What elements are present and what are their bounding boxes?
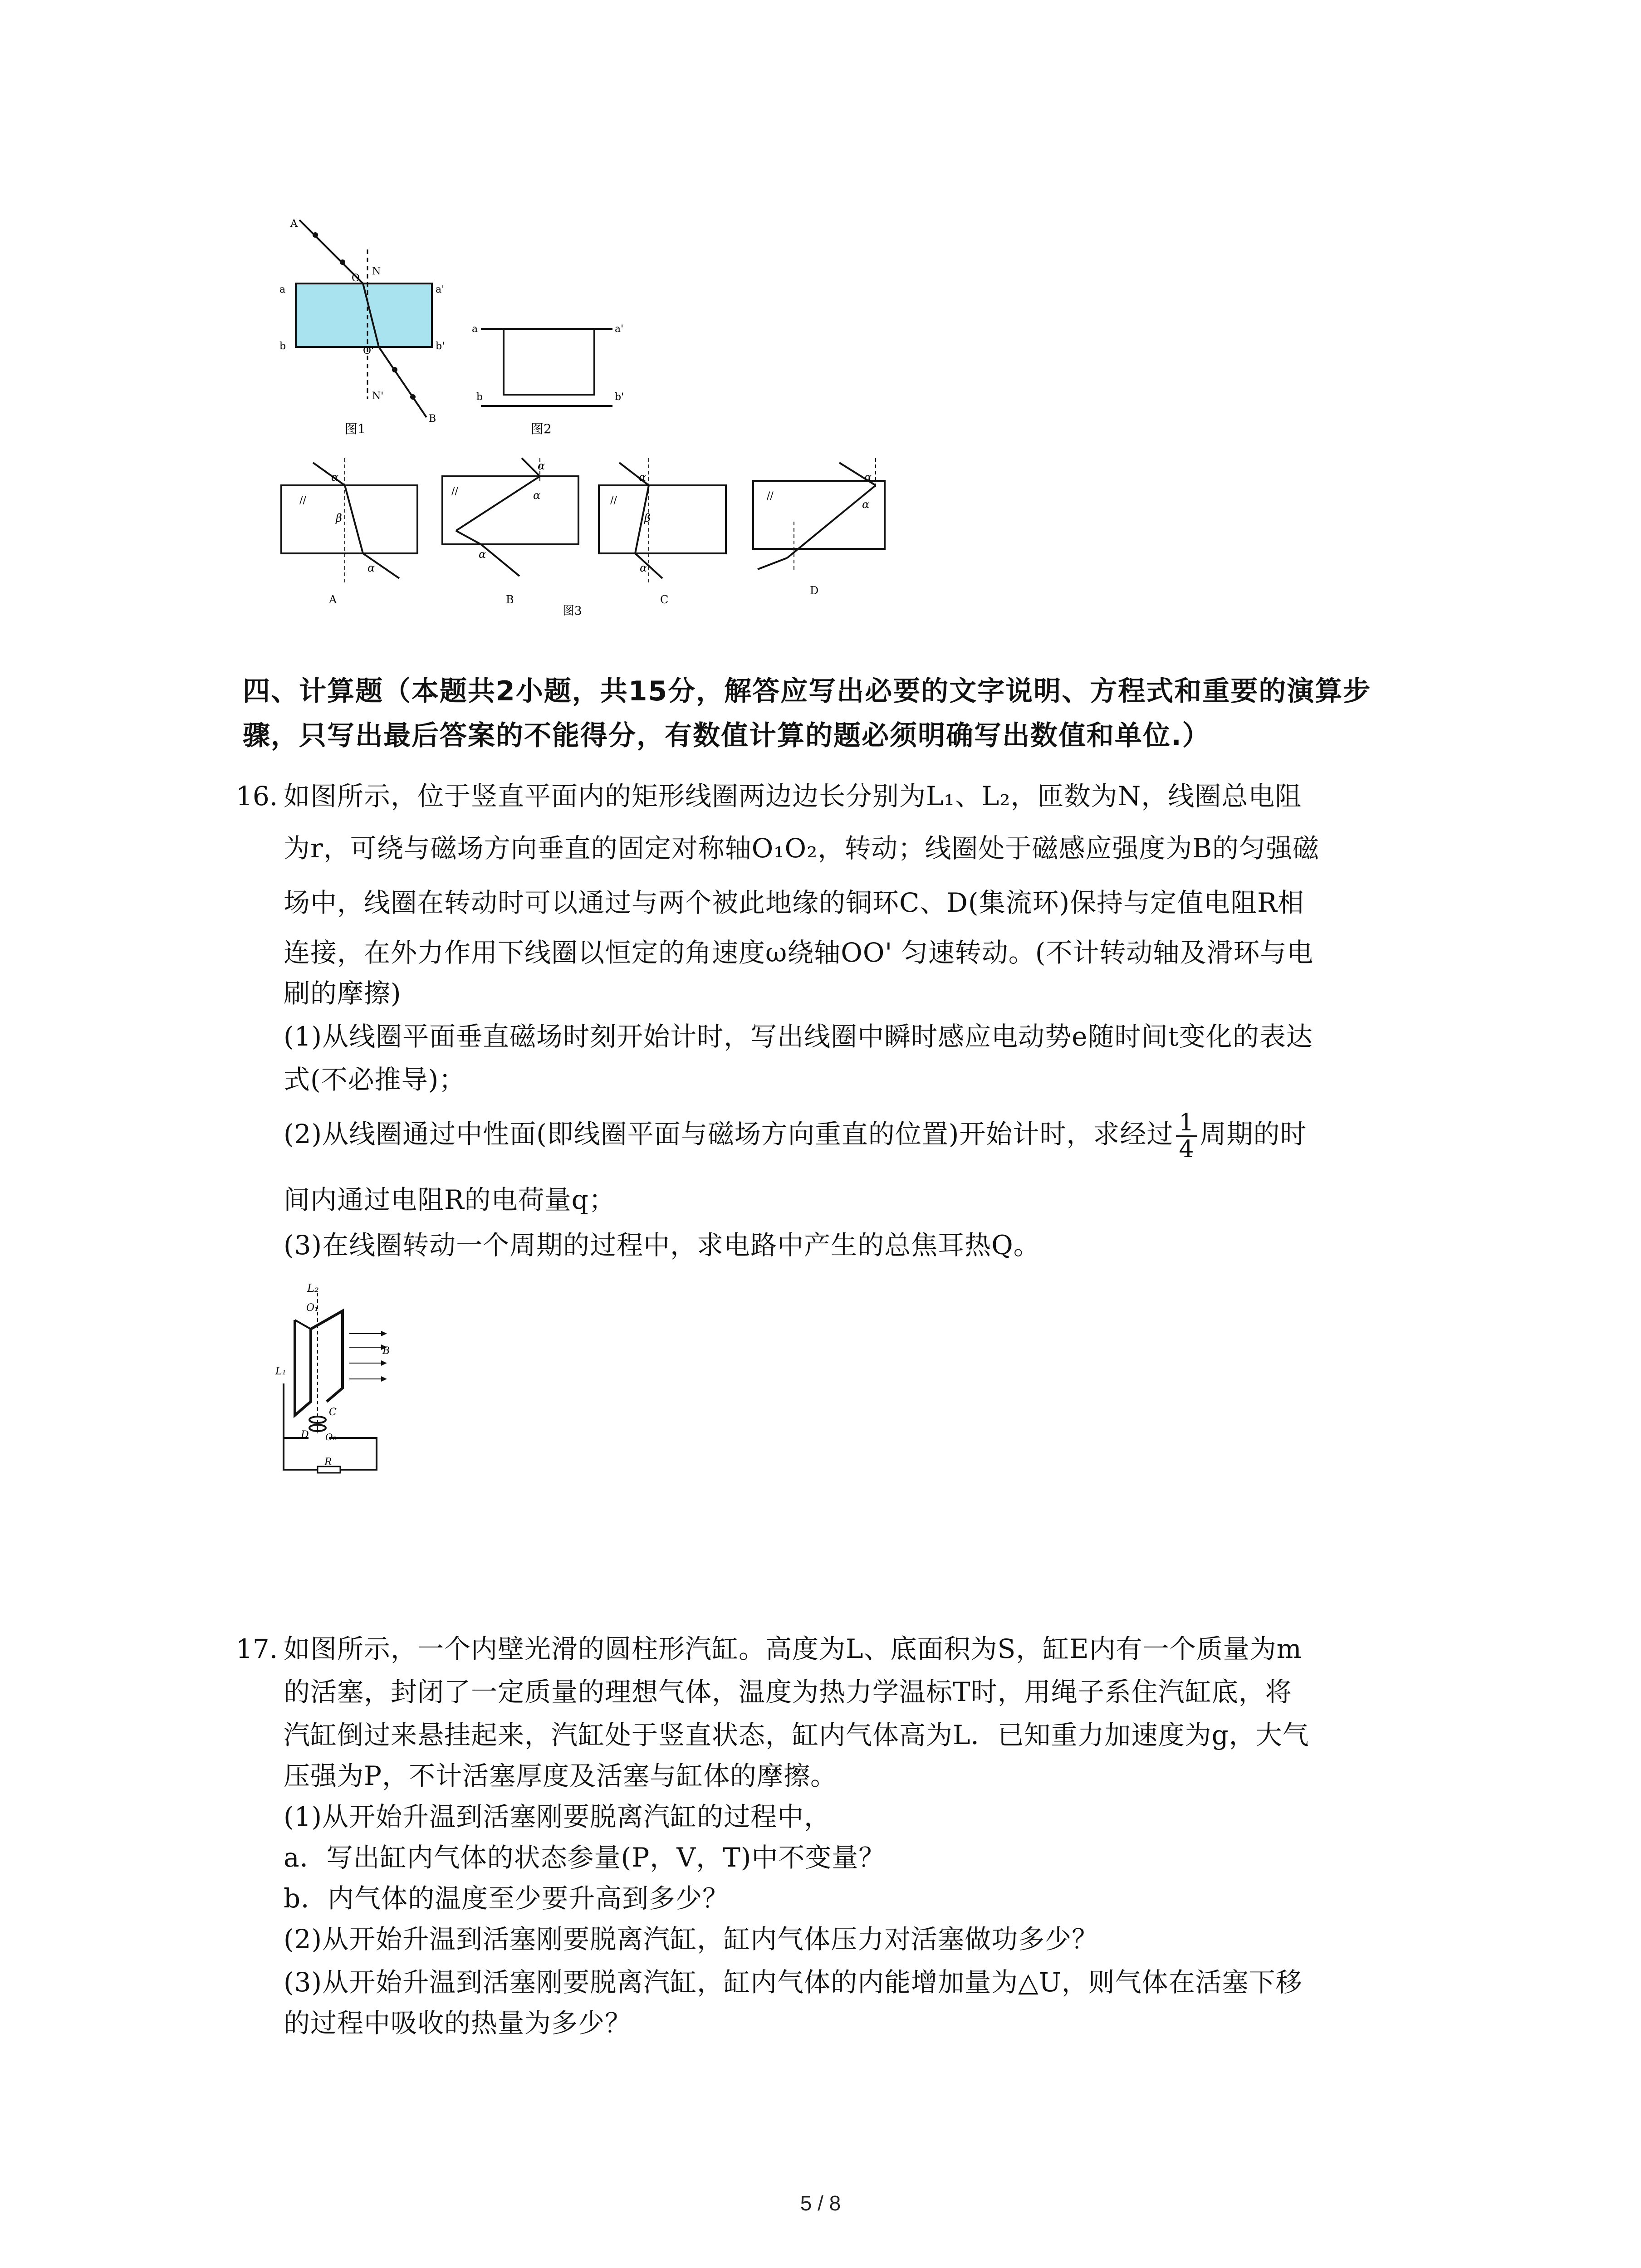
figure-3-label-a: A (329, 593, 337, 606)
svg-text:a: a (472, 323, 478, 335)
fraction-numerator: 1 (1176, 1110, 1197, 1137)
svg-text:D: D (301, 1429, 309, 1441)
svg-text:a': a' (615, 323, 624, 335)
question-17-part-1a: a．写出缸内气体的状态参量(P，V，T)中不变量？ (284, 1842, 886, 1873)
question-16-part-2-text-after: 周期的时 (1200, 1119, 1307, 1149)
question-16-line-3: 场中，线圈在转动时可以通过与两个被此地缘的铜环C、D(集流环)保持与定值电阻R相 (284, 887, 1304, 918)
section-heading-line-1: 四、计算题（本题共2小题，共15分，解答应写出必要的文字说明、方程式和重要的演算步 (243, 675, 1372, 707)
question-16-part-3: (3)在线圈转动一个周期的过程中，求电路中产生的总焦耳热Q。 (284, 1230, 1040, 1261)
figure-3-caption: 图3 (563, 604, 582, 618)
question-17-line-1: 如图所示，一个内壁光滑的圆柱形汽缸。高度为L、底面积为S，缸E内有一个质量为m (284, 1633, 1302, 1664)
svg-text:O₁: O₁ (306, 1302, 318, 1314)
figure-3-option-a (281, 458, 417, 606)
svg-text:O₂: O₂ (325, 1432, 337, 1442)
svg-text:L₁: L₁ (275, 1366, 286, 1377)
svg-text://: // (451, 486, 458, 497)
svg-text:β: β (336, 512, 342, 524)
question-16-line-1: 如图所示，位于竖直平面内的矩形线圈两边边长分别为L₁、L₂，匝数为N，线圈总电阻 (284, 781, 1302, 811)
question-17-number: 17. (236, 1633, 278, 1664)
question-16-line-4: 连接，在外力作用下线圈以恒定的角速度ω绕轴OO' 匀速转动。(不计转动轴及滑环与电 (284, 937, 1314, 968)
question-17-part-2: (2)从开始升温到活塞刚要脱离汽缸，缸内气体压力对活塞做功多少？ (284, 1924, 1099, 1955)
figure-3-option-b (442, 458, 578, 606)
question-17-line-4: 压强为P，不计活塞厚度及活塞与缸体的摩擦。 (284, 1760, 838, 1791)
svg-text:B: B (382, 1345, 390, 1357)
svg-text:α: α (479, 548, 486, 561)
question-17-part-1b: b．内气体的温度至少要升高到多少？ (284, 1883, 730, 1914)
svg-text:C: C (329, 1407, 337, 1418)
svg-text:L₂: L₂ (307, 1284, 319, 1295)
question-16-part-2-text-before: (2)从线圈通过中性面(即线圈平面与磁场方向重直的位置)开始计时，求经过 (284, 1119, 1174, 1149)
section-heading-line-2: 骤，只写出最后答案的不能得分，有数值计算的题必须明确写出数值和单位.） (243, 720, 1210, 752)
svg-text://: // (299, 495, 306, 506)
svg-text:B: B (429, 413, 436, 425)
figure-3-refraction-options (272, 454, 916, 635)
svg-text:O': O' (363, 345, 374, 357)
question-17-line-2: 的活塞，封闭了一定质量的理想气体，温度为热力学温标T时，用绳子系住汽缸底，将 (284, 1677, 1292, 1707)
question-16-part-2-line-2: 间内通过电阻R的电荷量q； (284, 1184, 616, 1215)
svg-text:b: b (279, 341, 286, 352)
svg-text:b': b' (615, 391, 624, 403)
figure-1-caption: 图1 (345, 421, 366, 436)
page-number: 5 / 8 (800, 2191, 841, 2215)
svg-text:a': a' (436, 284, 445, 295)
svg-text:β: β (644, 512, 651, 524)
figure-3-label-d: D (810, 584, 819, 597)
svg-text://: // (767, 490, 774, 502)
figure-3-label-c: C (660, 593, 669, 606)
svg-text:α: α (331, 471, 339, 484)
figure-1-glass-block-refraction (272, 218, 463, 454)
question-16-part-1-line-2: 式(不必推导)； (284, 1064, 466, 1095)
figure-3-label-b: B (506, 593, 514, 606)
svg-text:b: b (476, 391, 483, 403)
question-16-coil-figure (274, 1284, 392, 1483)
svg-text:N: N (372, 266, 381, 277)
question-16-number: 16. (236, 781, 278, 811)
figure-3-option-c (599, 458, 726, 606)
figure-2-caption: 图2 (531, 421, 552, 436)
question-16-line-5: 刷的摩擦) (284, 978, 402, 1009)
svg-text:N': N' (372, 391, 384, 402)
svg-text:b': b' (436, 341, 445, 352)
fraction-denominator: 4 (1179, 1136, 1195, 1163)
svg-text:α: α (862, 498, 870, 511)
question-17-part-3-line-1: (3)从开始升温到活塞刚要脱离汽缸，缸内气体的内能增加量为△U，则气体在活塞下移 (284, 1967, 1303, 1998)
svg-text:α: α (639, 471, 647, 484)
section-heading (243, 669, 1422, 758)
svg-text:a: a (279, 284, 286, 295)
figure-2-glass-block (467, 308, 640, 454)
svg-text:α: α (864, 471, 872, 484)
question-17-part-1: (1)从开始升温到活塞刚要脱离汽缸的过程中， (284, 1801, 831, 1832)
svg-text:α: α (640, 562, 647, 574)
svg-text:α: α (533, 489, 541, 502)
fraction-one-quarter (1176, 1110, 1197, 1162)
svg-text:R: R (324, 1457, 332, 1468)
question-16-part-2-line-1 (284, 1102, 1307, 1166)
svg-text://: // (610, 495, 617, 506)
svg-text:O: O (352, 273, 360, 284)
svg-text:α: α (538, 459, 545, 472)
question-16-line-2: 为r，可绕与磁场方向垂直的固定对称轴O₁O₂，转动；线圈处于磁感应强度为B的匀强磁 (284, 833, 1319, 864)
figure-3-option-d (753, 458, 885, 597)
question-17-part-3-line-2: 的过程中吸收的热量为多少？ (284, 2008, 632, 2038)
question-17-line-3: 汽缸倒过来悬挂起来，汽缸处于竖直状态，缸内气体高为L．已知重力加速度为g，大气 (284, 1720, 1309, 1750)
svg-text:α: α (367, 562, 375, 574)
svg-text:A: A (290, 218, 298, 230)
question-16-part-1-line-1: (1)从线圈平面垂直磁场时刻开始计时，写出线圈中瞬时感应电动势e随时间t变化的表达 (284, 1021, 1313, 1052)
